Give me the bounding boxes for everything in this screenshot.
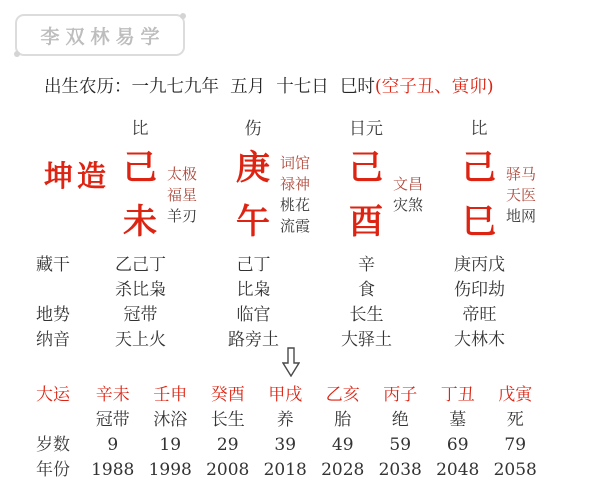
row-label: 纳音: [36, 330, 70, 350]
hidden-stems-cell: 己丁: [236, 255, 271, 275]
year-cell: 1998: [148, 460, 192, 480]
star-label: 桃花: [279, 196, 310, 214]
details-table: [0, 253, 600, 353]
heavenly-stem: 己: [348, 148, 383, 188]
age-cell: 69: [446, 435, 469, 455]
star-list: [167, 164, 197, 227]
age-cell: 29: [216, 435, 239, 455]
star-label: 灾煞: [392, 196, 423, 214]
hidden-gods-row: [0, 278, 600, 303]
star-label: 词馆: [279, 154, 310, 172]
dayun-section: [0, 383, 600, 483]
dayun-ages-row: [0, 433, 600, 458]
nayin-row: [0, 328, 600, 353]
dayun-stage-label: [36, 408, 84, 433]
dayun-pillar: 丙子: [383, 385, 418, 405]
star-label: 太极: [166, 164, 197, 183]
hidden-gods-cell: 比枭: [236, 280, 271, 300]
birth-label: 出生农历：: [44, 77, 132, 97]
dayun-pillar: 甲戌: [268, 385, 303, 405]
star-label: 流霞: [279, 217, 310, 235]
earthly-branch: 巳: [461, 202, 496, 242]
dayun-pillar: 丁丑: [440, 385, 475, 405]
watermark-corner-dot: [14, 51, 20, 57]
star-label: 文昌: [392, 175, 423, 193]
year-cell: 2008: [206, 460, 250, 480]
dayun-stage: 长生: [210, 410, 245, 430]
star-label: 羊刃: [166, 206, 197, 225]
void-note: (空子丑、寅卯): [374, 77, 494, 97]
gender-label: 坤造: [44, 159, 111, 193]
hidden-gods-cell: 食: [358, 280, 375, 300]
row-label: [36, 278, 84, 303]
dayun-stage: 墓: [449, 410, 467, 430]
star-label: 禄神: [279, 175, 310, 193]
nayin-cell: 大林木: [454, 330, 505, 350]
star-label: 地网: [505, 206, 536, 225]
nayin-cell: 路旁土: [228, 330, 279, 350]
birth-info-line: [44, 73, 494, 98]
dayun-stage: 冠带: [95, 410, 130, 430]
heavenly-stem: 庚: [235, 148, 270, 188]
watermark-corner-dot: [180, 13, 186, 19]
hidden-gods-cell: 伤印劫: [454, 280, 505, 300]
heavenly-stem: 己: [122, 148, 157, 188]
pillar-grid: [84, 118, 600, 244]
four-pillars-section: [0, 118, 600, 244]
dayun-pillar: 辛未: [95, 385, 130, 405]
life-stage-cell: 临官: [236, 305, 271, 325]
dayun-pillar: 癸酉: [210, 385, 245, 405]
age-cell: 19: [159, 435, 182, 455]
watermark-box: [15, 14, 185, 56]
dayun-stage: 养: [276, 410, 294, 430]
age-cell: 59: [389, 435, 412, 455]
dayun-stages-row: [0, 408, 600, 433]
age-cell: 9: [107, 435, 119, 455]
watermark-text: 李双林易学: [40, 25, 166, 48]
dayun-stage: 绝: [391, 410, 409, 430]
earthly-branch: 午: [235, 202, 270, 242]
row-label: 地势: [36, 305, 70, 325]
dayun-stage: 死: [506, 410, 524, 430]
year-cell: 2018: [263, 460, 307, 480]
dayun-pillar: 戊寅: [498, 385, 533, 405]
ten-god-label: 伤: [244, 119, 262, 139]
year-cell: 2028: [321, 460, 365, 480]
year-cell: 2048: [436, 460, 480, 480]
ten-god-label: 比: [470, 119, 488, 139]
ten-god-label: 日元: [349, 119, 383, 139]
year-label: 年份: [36, 460, 70, 480]
hidden-stems-cell: 乙己丁: [115, 255, 166, 275]
hidden-stems-cell: 辛: [358, 255, 375, 275]
nayin-cell: 天上火: [115, 330, 166, 350]
year-cell: 1988: [91, 460, 135, 480]
dayun-pillar: 乙亥: [325, 385, 360, 405]
life-stage-row: [0, 303, 600, 328]
pillar-day: [310, 118, 423, 244]
dayun-pillar: 壬申: [153, 385, 188, 405]
pillar-hour: [423, 118, 536, 244]
life-stage-cell: 长生: [349, 305, 384, 325]
down-arrow-icon: [282, 347, 300, 377]
nayin-cell: 大驿土: [341, 330, 392, 350]
life-stage-cell: 帝旺: [462, 305, 497, 325]
year-cell: 2058: [493, 460, 537, 480]
year-cell: 2038: [378, 460, 422, 480]
hidden-stems-cell: 庚丙戊: [454, 255, 505, 275]
ten-god-label: 比: [131, 119, 149, 139]
heavenly-stem: 己: [461, 148, 496, 188]
dayun-stage: 沐浴: [153, 410, 188, 430]
age-cell: 39: [274, 435, 297, 455]
earthly-branch: 酉: [348, 202, 383, 242]
row-label: 藏干: [36, 255, 70, 275]
hidden-stems-row: [0, 253, 600, 278]
pillar-month: [197, 118, 310, 244]
earthly-branch: 未: [122, 202, 157, 242]
hidden-gods-cell: 杀比枭: [115, 280, 166, 300]
star-label: 驿马: [505, 164, 536, 183]
dayun-stage: 胎: [334, 410, 352, 430]
dayun-years-row: [0, 458, 600, 483]
age-label: 岁数: [36, 435, 70, 455]
star-label: 天医: [505, 185, 536, 204]
star-label: 福星: [166, 185, 197, 204]
star-list: [393, 174, 423, 216]
birth-value: 一九七九年 五月 十七日 巳时: [131, 77, 375, 97]
dayun-pillars-row: [0, 383, 600, 408]
age-cell: 79: [504, 435, 527, 455]
dayun-label: 大运: [36, 385, 70, 405]
age-cell: 49: [331, 435, 354, 455]
life-stage-cell: 冠带: [123, 305, 158, 325]
star-list: [280, 153, 310, 237]
star-list: [506, 164, 536, 227]
